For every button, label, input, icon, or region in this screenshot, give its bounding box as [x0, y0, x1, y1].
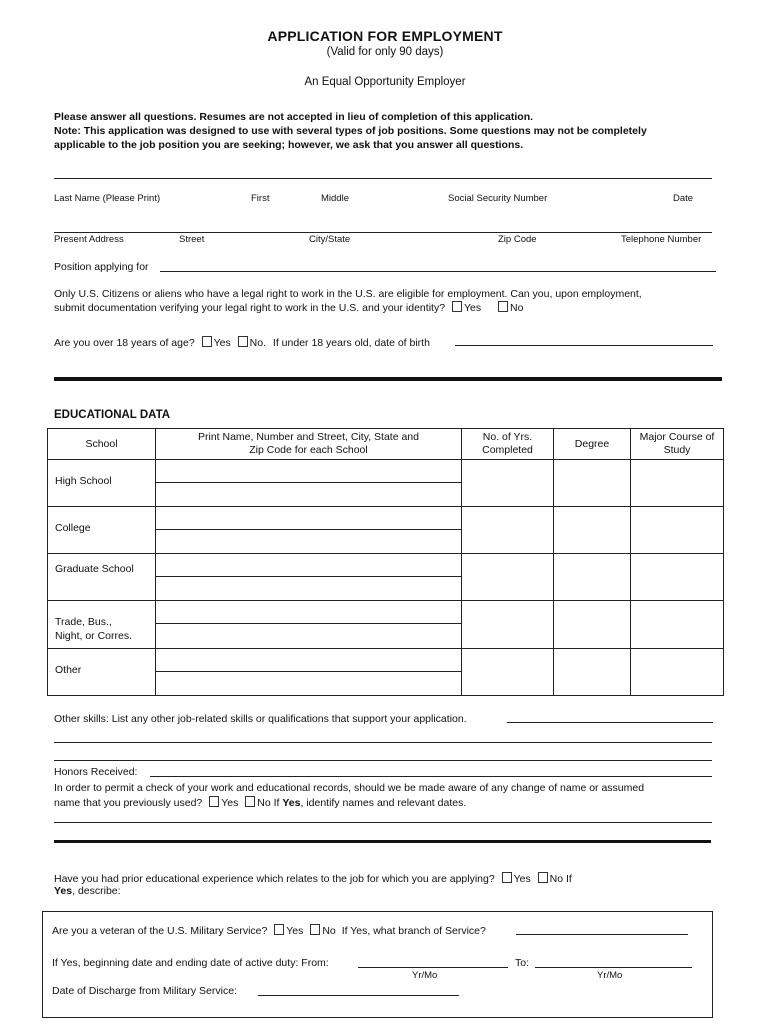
name-change-yes-label: Yes [221, 797, 239, 809]
trade-degree-cell[interactable] [554, 601, 631, 649]
name-change-no-checkbox[interactable] [245, 796, 255, 807]
college-degree-cell[interactable] [554, 507, 631, 554]
records-line-1: In order to permit a check of your work and educational records, should we be made aware of any change of name or assumed [54, 782, 645, 794]
last-name-label: Last Name (Please Print) [54, 193, 161, 204]
high-school-degree-cell[interactable] [554, 460, 631, 507]
college-years-cell[interactable] [462, 507, 554, 554]
honors-label: Honors Received: [54, 766, 138, 778]
row-label-graduate: Graduate School [48, 554, 156, 601]
high-school-years-cell[interactable] [462, 460, 554, 507]
records-yes-bold: Yes [282, 797, 301, 809]
discharge-input-line[interactable] [258, 995, 459, 996]
graduate-major-cell[interactable] [631, 554, 724, 601]
position-input-line[interactable] [160, 271, 716, 272]
citizenship-no-label: No [510, 302, 524, 314]
veteran-no-label: No [322, 925, 336, 937]
college-address-cell[interactable] [156, 507, 462, 554]
prior-edu-yes-label: Yes [513, 873, 531, 885]
age-question: Are you over 18 years of age? [54, 337, 195, 349]
honors-input-line[interactable] [150, 776, 712, 777]
citizenship-line-2: submit documentation verifying your legal right to work in the U.S. and your identity? [54, 302, 446, 314]
city-state-label: City/State [309, 234, 351, 245]
records-if-label: If [273, 797, 280, 809]
records-line-2-end: , identify names and relevant dates. [300, 797, 467, 809]
date-label: Date [673, 193, 694, 204]
citizenship-yes-checkbox[interactable] [452, 301, 462, 312]
major-column-header: Major Course of Study [631, 429, 724, 460]
zip-code-label: Zip Code [498, 234, 537, 245]
section-divider-2 [54, 840, 711, 843]
age-yes-checkbox[interactable] [202, 336, 212, 347]
age-yes-label: Yes [213, 337, 231, 349]
trade-years-cell[interactable] [462, 601, 554, 649]
graduate-years-cell[interactable] [462, 554, 554, 601]
other-major-cell[interactable] [631, 649, 724, 696]
form-title: APPLICATION FOR EMPLOYMENT [267, 28, 503, 44]
education-table [47, 428, 724, 696]
duty-to-label: To: [515, 957, 530, 969]
trade-major-cell[interactable] [631, 601, 724, 649]
education-row-high-school [48, 460, 724, 507]
prior-edu-yes-bold: Yes [54, 885, 73, 897]
graduate-degree-cell[interactable] [554, 554, 631, 601]
veteran-no-checkbox[interactable] [310, 924, 320, 935]
address-entry-line[interactable] [54, 232, 712, 233]
other-skills-label: Other skills: List any other job-related skills or qualifications that support your application. [54, 713, 467, 725]
validity-note: (Valid for only 90 days) [326, 46, 444, 58]
discharge-label: Date of Discharge from Military Service: [52, 985, 237, 997]
branch-input-line[interactable] [516, 934, 688, 935]
prior-edu-no-checkbox[interactable] [538, 872, 548, 883]
dob-label: If under 18 years old, date of birth [272, 337, 430, 349]
row-label-trade: Trade, Bus., Night, or Corres. [48, 601, 156, 649]
to-yrmo-label: Yr/Mo [597, 970, 623, 981]
address-column-header: Print Name, Number and Street, City, State and Zip Code for each School [156, 429, 462, 460]
degree-column-header: Degree [554, 429, 631, 460]
records-input-line[interactable] [54, 822, 712, 823]
name-change-yes-checkbox[interactable] [209, 796, 219, 807]
row-label-college: College [48, 507, 156, 554]
duty-dates-label: If Yes, beginning date and ending date of active duty: From: [52, 957, 329, 969]
trade-address-cell[interactable] [156, 601, 462, 649]
from-yrmo-label: Yr/Mo [412, 970, 438, 981]
row-label-other: Other [48, 649, 156, 696]
name-change-no-label: No [257, 797, 271, 809]
graduate-address-cell[interactable] [156, 554, 462, 601]
age-no-checkbox[interactable] [238, 336, 248, 347]
other-degree-cell[interactable] [554, 649, 631, 696]
school-column-header: School [48, 429, 156, 460]
veteran-yes-checkbox[interactable] [274, 924, 284, 935]
veteran-yes-label: Yes [286, 925, 304, 937]
college-major-cell[interactable] [631, 507, 724, 554]
prior-edu-yes-checkbox[interactable] [502, 872, 512, 883]
row-label-high-school: High School [48, 460, 156, 507]
citizenship-yes-label: Yes [463, 302, 482, 314]
skills-input-line-1[interactable] [507, 722, 713, 723]
dob-input-line[interactable] [455, 345, 713, 346]
ssn-label: Social Security Number [448, 193, 548, 204]
prior-edu-question: Have you had prior educational experience which relates to the job for which you are applying? [54, 873, 495, 885]
skills-input-line-2[interactable] [54, 742, 712, 743]
education-row-trade [48, 601, 724, 649]
education-row-college [48, 507, 724, 554]
first-name-label: First [251, 193, 270, 204]
duty-from-input-line[interactable] [358, 967, 508, 968]
middle-name-label: Middle [321, 193, 349, 204]
present-address-label: Present Address [54, 234, 124, 245]
duty-to-input-line[interactable] [535, 967, 692, 968]
other-address-cell[interactable] [156, 649, 462, 696]
education-heading: EDUCATIONAL DATA [54, 409, 171, 421]
veteran-question: Are you a veteran of the U.S. Military Service? [52, 925, 268, 937]
name-entry-line[interactable] [54, 178, 712, 179]
prior-edu-describe: , describe: [72, 885, 121, 897]
prior-edu-no-label: No If [549, 873, 572, 885]
instructions-line-2: Note: This application was designed to use with several types of job positions. Some questions may not be completely [54, 125, 647, 137]
branch-label: If Yes, what branch of Service? [341, 925, 486, 937]
records-line-2: name that you previously used? [54, 797, 203, 809]
eeo-statement: An Equal Opportunity Employer [304, 76, 466, 88]
education-header-row [48, 429, 724, 460]
skills-input-line-3[interactable] [54, 760, 712, 761]
high-school-major-cell[interactable] [631, 460, 724, 507]
telephone-label: Telephone Number [621, 234, 702, 245]
other-years-cell[interactable] [462, 649, 554, 696]
years-column-header: No. of Yrs. Completed [462, 429, 554, 460]
instructions-line-3: applicable to the job position you are seeking; however, we ask that you answer all questions. [54, 139, 524, 151]
citizenship-line-1: Only U.S. Citizens or aliens who have a legal right to work in the U.S. are eligible for employment. Can you, upon employment, [54, 288, 642, 300]
instructions-line-1: Please answer all questions. Resumes are not accepted in lieu of completion of this application. [54, 111, 534, 123]
education-row-graduate [48, 554, 724, 601]
age-no-label: No. [249, 337, 266, 349]
high-school-address-cell[interactable] [156, 460, 462, 507]
street-label: Street [179, 234, 205, 245]
position-label: Position applying for [54, 261, 149, 273]
citizenship-no-checkbox[interactable] [498, 301, 508, 312]
section-divider [54, 377, 722, 381]
education-row-other [48, 649, 724, 696]
